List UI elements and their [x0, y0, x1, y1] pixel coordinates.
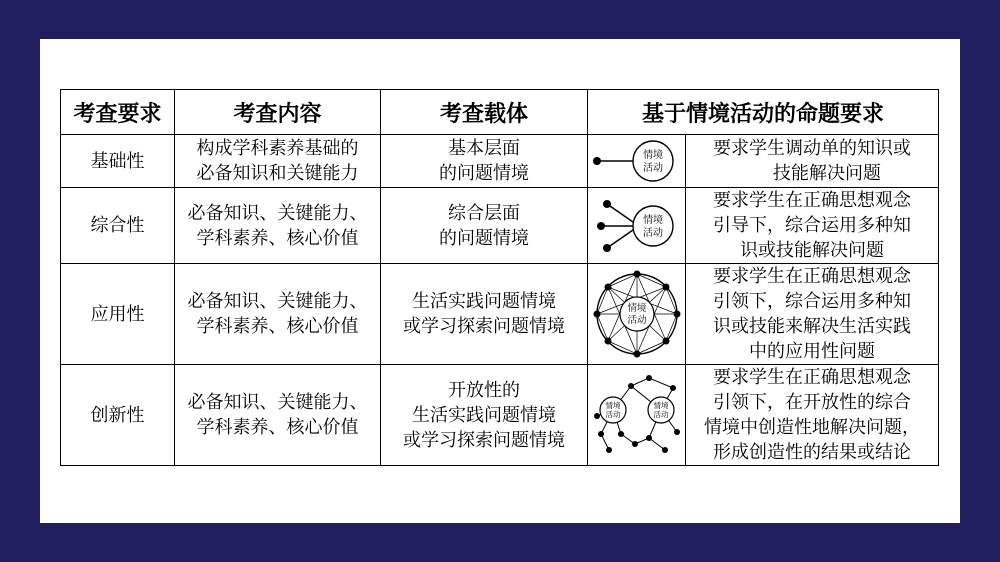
requirement-cell — [686, 188, 939, 264]
requirement-line: 要求学生调动单的知识或 — [713, 138, 911, 159]
icon-label: 活动 — [653, 410, 668, 419]
icon-label: 活动 — [605, 410, 620, 419]
content-cell — [175, 264, 381, 365]
carrier-line: 或学习探索问题情境 — [403, 429, 565, 451]
content-line: 必备知识、关键能力、 — [187, 202, 368, 224]
requirement-line: 引领下，综合运用多种知 — [713, 291, 911, 312]
carrier-line: 生活实践问题情境 — [412, 291, 556, 312]
content-line: 必备知识和关键能力 — [196, 163, 359, 184]
table-row — [61, 188, 939, 264]
header-requirement: 考查要求 — [61, 90, 175, 135]
icon-cell — [588, 135, 686, 188]
content-cell — [175, 365, 381, 466]
requirement-line: 情境中创造性地解决问题， — [704, 417, 920, 438]
requirement-line: 引领下，在开放性的综合 — [713, 392, 911, 413]
icon-label: 活动 — [626, 315, 647, 326]
requirement-cell — [686, 135, 939, 188]
requirement-line: 要求学生在正确思想观念 — [713, 266, 911, 287]
requirement-cell — [686, 365, 939, 466]
carrier-cell — [381, 365, 588, 466]
requirement-cell — [686, 264, 939, 365]
icon-label: 活动 — [642, 163, 663, 174]
requirements-table — [60, 89, 939, 466]
icon-label: 情境 — [605, 401, 620, 410]
icon-cell — [588, 365, 686, 466]
carrier-line: 基本层面 — [448, 138, 520, 159]
content-line: 学科素养、核心价值 — [196, 227, 359, 249]
slide — [40, 39, 960, 523]
content-line: 学科素养、核心价值 — [196, 417, 359, 438]
carrier-cell — [381, 135, 588, 188]
icon-label: 情境 — [642, 150, 663, 161]
carrier-line: 综合层面 — [448, 202, 520, 224]
level-cell: 基础性 — [61, 135, 175, 188]
table-header-row — [61, 90, 939, 135]
table-row — [61, 264, 939, 365]
requirement-line: 技能解决问题 — [773, 163, 881, 184]
content-line: 必备知识、关键能力、 — [187, 392, 368, 413]
content-line: 必备知识、关键能力、 — [187, 291, 368, 312]
table-row — [61, 365, 939, 466]
carrier-cell — [381, 188, 588, 264]
requirement-line: 中的应用性问题 — [749, 341, 875, 362]
content-line: 构成学科素养基础的 — [196, 138, 359, 159]
icon-label: 活动 — [642, 227, 663, 239]
icon-cell — [588, 264, 686, 365]
icon-label: 情境 — [626, 303, 647, 314]
carrier-line: 的问题情境 — [439, 163, 529, 184]
open-network-icon — [589, 372, 685, 458]
requirement-line: 要求学生在正确思想观念 — [713, 190, 911, 211]
level-cell: 应用性 — [61, 264, 175, 365]
carrier-cell — [381, 264, 588, 365]
header-content: 考查内容 — [175, 90, 381, 135]
header-situation-requirement: 基于情境活动的命题要求 — [588, 90, 939, 135]
network-circle-icon — [592, 269, 682, 359]
multi-link-icon — [589, 190, 685, 262]
table-row — [61, 135, 939, 188]
requirement-line: 形成创造性的结果或结论 — [713, 442, 911, 463]
content-cell — [175, 188, 381, 264]
requirement-line: 引导下，综合运用多种知 — [713, 215, 911, 236]
carrier-line: 开放性的 — [448, 379, 520, 401]
requirement-line: 识或技能来解决生活实践 — [713, 316, 911, 337]
icon-label: 情境 — [653, 401, 668, 410]
carrier-line: 的问题情境 — [439, 227, 529, 249]
level-cell: 综合性 — [61, 188, 175, 264]
icon-cell — [588, 188, 686, 264]
content-line: 学科素养、核心价值 — [196, 316, 359, 337]
single-link-icon — [589, 136, 685, 186]
icon-label: 情境 — [642, 214, 663, 226]
level-cell: 创新性 — [61, 365, 175, 466]
carrier-line: 生活实践问题情境 — [412, 404, 556, 426]
requirement-line: 要求学生在正确思想观念 — [713, 367, 911, 388]
carrier-line: 或学习探索问题情境 — [403, 316, 565, 337]
header-carrier: 考查载体 — [381, 90, 588, 135]
requirement-line: 识或技能解决问题 — [740, 240, 884, 261]
content-cell — [175, 135, 381, 188]
